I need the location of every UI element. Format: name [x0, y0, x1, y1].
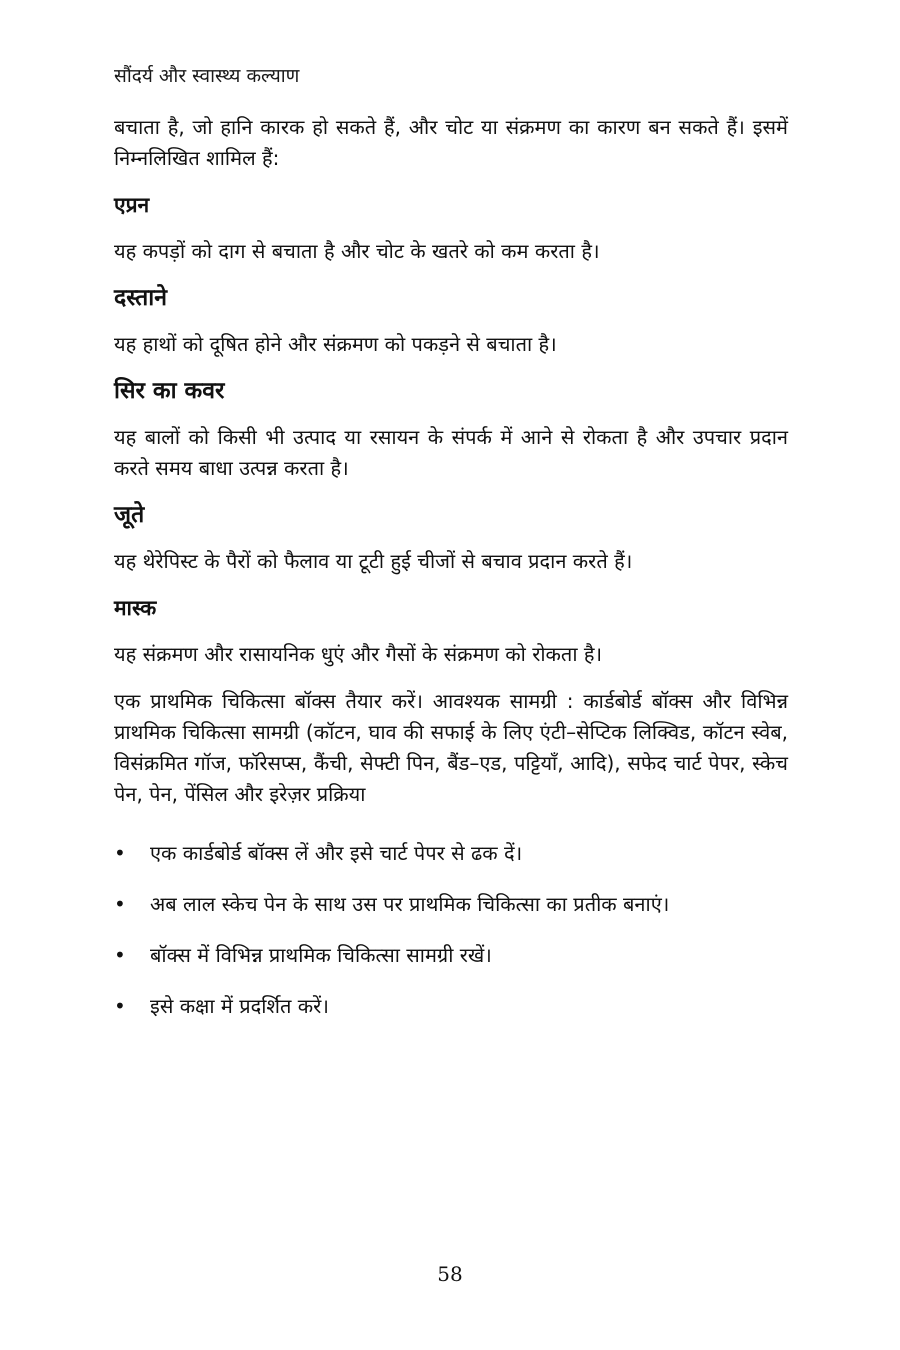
page-content [114, 112, 788, 1042]
running-header: सौंदर्य और स्वास्थ्य कल्याण [114, 65, 300, 87]
bullet-icon: • [114, 841, 126, 865]
section-mask [114, 593, 788, 670]
step-text: इसे कक्षा में प्रदर्शित करें। [150, 994, 329, 1018]
bullet-icon: • [114, 943, 126, 967]
procedure-steps-list [114, 838, 788, 1022]
intro-paragraph: बचाता है, जो हानि कारक हो सकते हैं, और चोट या संक्रमण का कारण बन सकते हैं। इसमें निम्नलिखित शामिल हैं: [114, 115, 788, 170]
section-apron [114, 190, 788, 267]
section-heading: दस्ताने [114, 285, 167, 311]
list-item [114, 838, 788, 869]
section-heading: मास्क [114, 596, 157, 620]
activity-paragraph: एक प्राथमिक चिकित्सा बॉक्स तैयार करें। आवश्यक सामग्री : कार्डबोर्ड बॉक्स और विभिन्न प्राथमिक चिकित्सा सामग्री (कॉटन, घाव की सफाई के लिए एंटी–सेप्टिक लिक्विड, कॉटन स्वेब, विसंक्रमित गॉज, फॉरेसप्स, कैंची, सेफ्टी पिन, बैंड–एड, पट्टियाँ, आदि), सफेद चार्ट पेपर, स्केच पेन, पेन, पेंसिल और इरेज़र प्रक्रिया [114, 689, 788, 806]
bullet-icon: • [114, 994, 126, 1018]
step-text: एक कार्डबोर्ड बॉक्स लें और इसे चार्ट पेपर से ढक दें। [150, 841, 523, 865]
step-text: अब लाल स्केच पेन के साथ उस पर प्राथमिक चिकित्सा का प्रतीक बनाएं। [150, 892, 670, 916]
section-heading: एप्रन [114, 193, 150, 217]
list-item [114, 889, 788, 920]
section-body: यह कपड़ों को दाग से बचाता है और चोट के खतरे को कम करता है। [114, 239, 600, 263]
section-body: यह थेरेपिस्ट के पैरों को फैलाव या टूटी हुई चीजों से बचाव प्रदान करते हैं। [114, 549, 633, 573]
section-gloves [114, 283, 788, 360]
list-item [114, 940, 788, 971]
step-text: बॉक्स में विभिन्न प्राथमिक चिकित्सा सामग्री रखें। [150, 943, 492, 967]
section-heading: सिर का कवर [114, 378, 225, 404]
section-body: यह हाथों को दूषित होने और संक्रमण को पकड़ने से बचाता है। [114, 332, 557, 356]
section-shoes [114, 500, 788, 577]
list-item [114, 991, 788, 1022]
section-heading: जूते [114, 502, 145, 528]
section-head-cover [114, 376, 788, 484]
section-body: यह संक्रमण और रासायनिक धुएं और गैसों के संक्रमण को रोकता है। [114, 642, 603, 666]
page-number: 58 [437, 1262, 463, 1286]
bullet-icon: • [114, 892, 126, 916]
section-body: यह बालों को किसी भी उत्पाद या रसायन के संपर्क में आने से रोकता है और उपचार प्रदान करते समय बाधा उत्पन्न करता है। [114, 425, 788, 480]
